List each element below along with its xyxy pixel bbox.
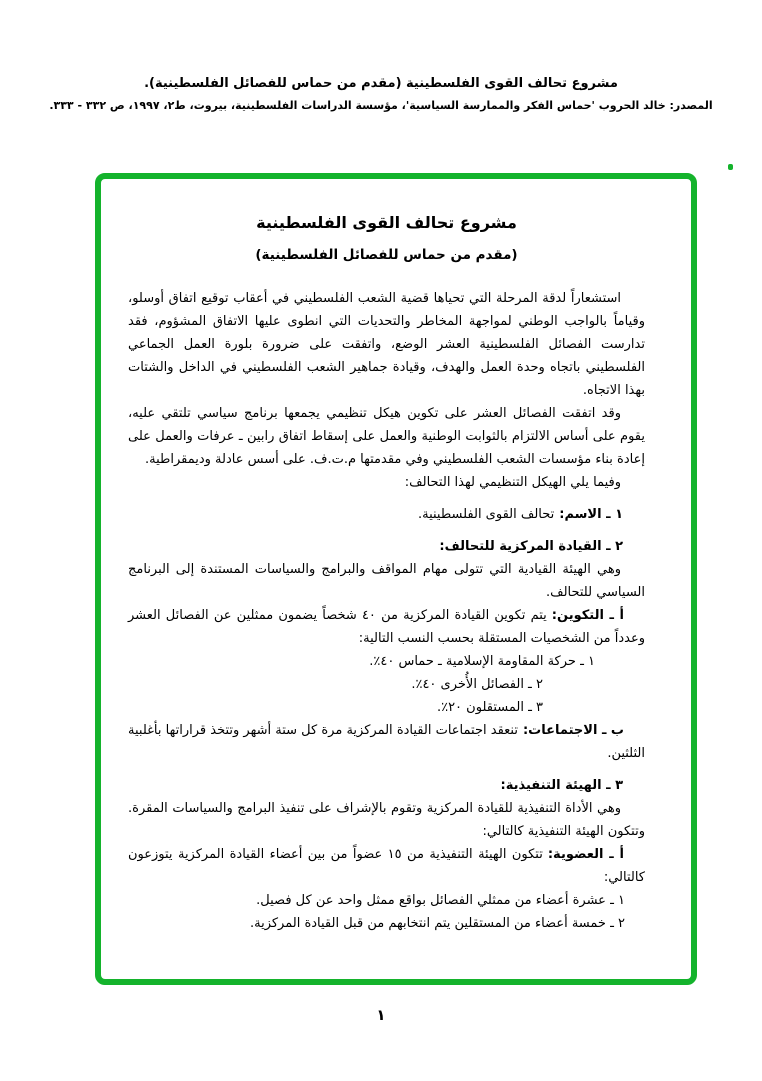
section-number-label: ١ ـ الاسم: — [559, 507, 623, 522]
paragraph: وفيما يلي الهيكل التنظيمي لهذا التحالف: — [404, 475, 621, 490]
list-item: ٢ ـ الفصائل الأُخرى ٤٠٪. — [411, 677, 543, 692]
sub-clause — [128, 604, 645, 650]
sub-clause — [128, 843, 645, 889]
list-item: ١ ـ حركة المقاومة الإسلامية ـ حماس ٤٠٪. — [369, 654, 595, 669]
section-heading — [128, 503, 645, 526]
section-number-label: ٣ ـ الهيئة التنفيذية: — [500, 778, 623, 793]
clause-letter-label: أ ـ العضوية: — [547, 847, 624, 862]
document-subtitle: (مقدم من حماس للفصائل الفلسطينية) — [255, 247, 518, 263]
list-item: ١ ـ عشرة أعضاء من ممثلي الفصائل بواقع ممثل واحد عن كل فصيل. — [256, 893, 625, 908]
page-number: ١ — [376, 1006, 386, 1024]
clause-letter-label: ب ـ الاجتماعات: — [522, 723, 624, 738]
section-number-label: ٢ ـ القيادة المركزية للتحالف: — [439, 539, 623, 554]
document-title: مشروع تحالف القوى الفلسطينية — [256, 213, 517, 232]
section-text: تحالف القوى الفلسطينية. — [417, 507, 555, 522]
clause-text: يتم تكوين القيادة المركزية من ٤٠ شخصاً يضمون ممثلين عن الفصائل العشر وعدداً من الشخصيات المستقلة بحسب النسب التالية: — [128, 608, 645, 646]
section-heading — [128, 774, 645, 797]
document-body — [101, 179, 691, 979]
stray-mark — [728, 164, 733, 170]
citation-header — [0, 76, 762, 112]
paragraph: وهي الهيئة القيادية التي تتولى مهام المواقف والبرامج والسياسات المستندة إلى البرنامج السياسي للتحالف. — [128, 562, 645, 600]
sub-clause — [128, 719, 645, 765]
clause-text: تنعقد اجتماعات القيادة المركزية مرة كل ستة أشهر وتتخذ قراراتها بأغلبية الثلثين. — [128, 723, 645, 761]
list-item: ٢ ـ خمسة أعضاء من المستقلين يتم انتخابهم من قبل القيادة المركزية. — [249, 916, 625, 931]
paragraph: وهي الأداة التنفيذية للقيادة المركزية وتقوم بالإشراف على تنفيذ البرامج والسياسات المقرة. وتتكون الهيئة التنفيذية كالتالي: — [128, 801, 645, 839]
paragraph: وقد اتفقت الفصائل العشر على تكوين هيكل تنظيمي يجمعها برنامج سياسي تلتقي عليه، يقوم على أساس الالتزام بالثوابت الوطنية والعمل على إسقاط اتفاق رابين ـ عرفات والعمل على إعادة بناء مؤسسات الشعب الفلسطيني وفي مقدمتها م.ت.ف. على أسس عادلة وديمقراطية. — [128, 406, 645, 467]
clause-letter-label: أ ـ التكوين: — [551, 608, 624, 623]
citation-source: المصدر: خالد الحروب 'حماس الفكر والممارسة السياسية'، مؤسسة الدراسات الفلسطينية، بيروت، ط٢، ١٩٩٧، ص ٣٣٢ - ٣٣٣. — [49, 99, 713, 112]
list-item: ٣ ـ المستقلون ٢٠٪. — [436, 700, 543, 715]
clause-text: تتكون الهيئة التنفيذية من ١٥ عضواً من بين أعضاء القيادة المركزية يتوزعون كالتالي: — [128, 847, 645, 885]
paragraph: استشعاراً لدقة المرحلة التي تحياها قضية الشعب الفلسطيني في أعقاب توقيع اتفاق أوسلو، وقياماً بالواجب الوطني لمواجهة المخاطر والتحديات التي انطوى عليها الاتفاق المشؤوم، فقد تدارست الفصائل الفلسطينية العشر الوضع، واتفقت على ضرورة بلورة العمل الجماعي الفلسطيني باتجاه وحدة العمل والهدف، وقيادة جماهير الشعب الفلسطيني في الداخل والشتات بهذا الاتجاه. — [128, 291, 645, 398]
section-heading — [128, 535, 645, 558]
citation-title: مشروع تحالف القوى الفلسطينية (مقدم من حماس للفصائل الفلسطينية). — [144, 76, 618, 91]
